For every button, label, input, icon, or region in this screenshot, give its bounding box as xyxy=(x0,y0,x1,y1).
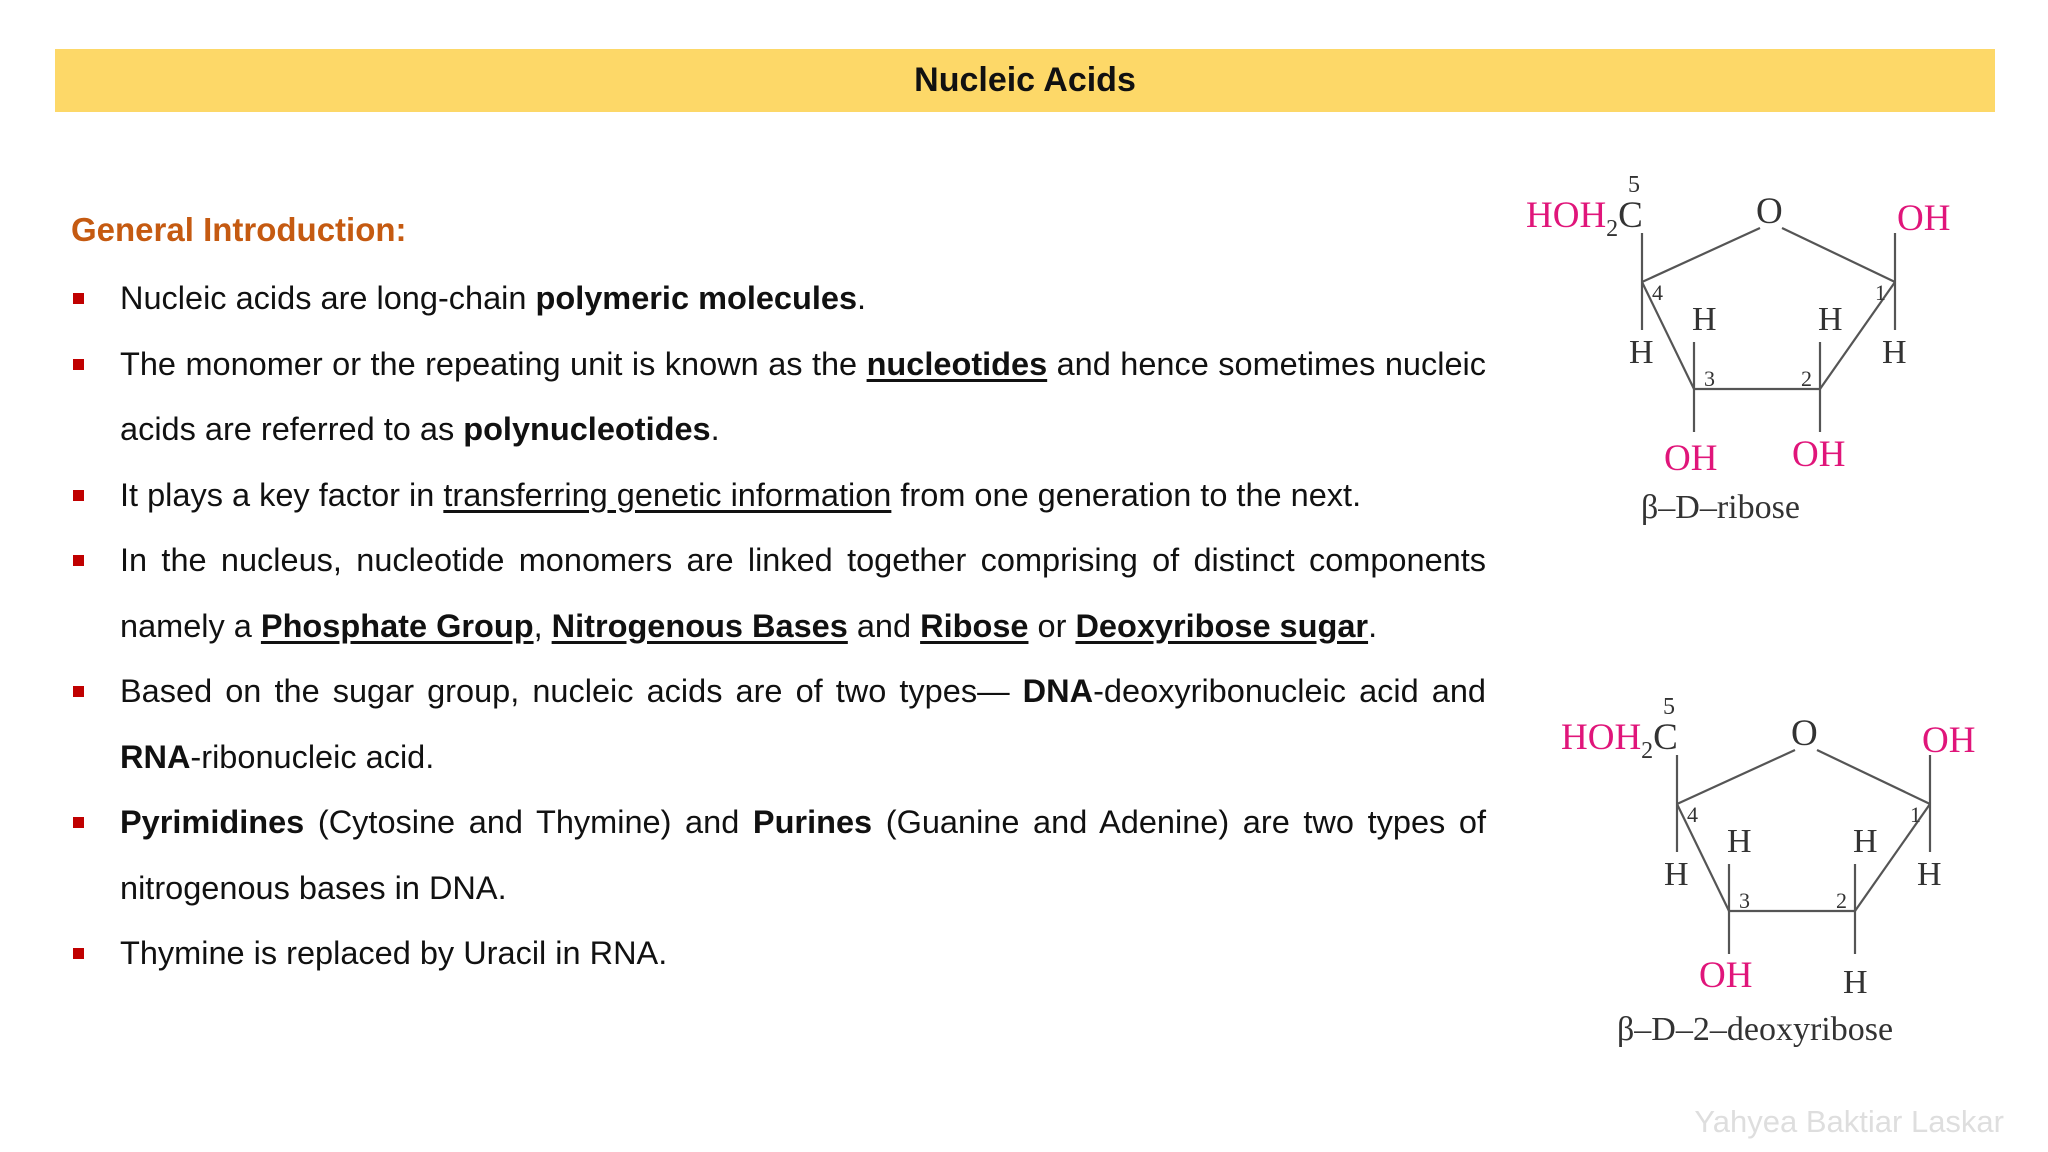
bullet-item xyxy=(71,332,1486,463)
bullet-text: (Cytosine and Thymine) and xyxy=(304,804,753,840)
c1-number: 1 xyxy=(1910,802,1921,827)
bullet-square-icon xyxy=(73,555,84,566)
bond-c4-o xyxy=(1677,750,1795,804)
bullet-text: Based on the sugar group, nucleic acids are of two types— xyxy=(120,673,1023,709)
emphasized-term: RNA xyxy=(120,738,191,775)
bullet-text: from one generation to the next. xyxy=(891,476,1362,513)
c3-number: 3 xyxy=(1739,888,1750,913)
bullet-text: and hence sometimes nucleic acids are referred to as xyxy=(120,345,1486,447)
c4-hydrogen: H xyxy=(1629,334,1654,371)
bullet-item xyxy=(71,266,1486,332)
emphasized-term: Phosphate Group xyxy=(260,607,534,644)
bullet-text: It plays a key factor in xyxy=(120,476,444,513)
slide-title-bar xyxy=(55,49,1995,112)
ribose-bonds xyxy=(1642,228,1895,432)
bullet-text: -deoxyribonucleic acid and xyxy=(1093,673,1487,709)
section-heading: General Introduction: xyxy=(71,211,407,248)
bullet-text: and xyxy=(847,607,921,644)
c5-group: $HOH_2C$ xyxy=(1561,717,1678,764)
bullet-text: The monomer or the repeating unit is known as the xyxy=(120,345,867,382)
emphasized-term: Deoxyribose sugar xyxy=(1075,607,1369,644)
emphasized-term: Nitrogenous Bases xyxy=(551,607,848,644)
c5-number: 5 xyxy=(1628,172,1640,198)
c1-hydrogen: H xyxy=(1917,856,1942,893)
ring-oxygen: O xyxy=(1756,191,1783,232)
deoxyribose-caption: β–D–2–deoxyribose xyxy=(1617,1011,1894,1048)
bond-o-c1 xyxy=(1817,750,1930,804)
c2-hydrogen: H xyxy=(1818,301,1843,338)
emphasized-term: Pyrimidines xyxy=(120,804,305,840)
bullet-list xyxy=(71,266,1486,987)
emphasized-term: polymeric molecules xyxy=(535,280,858,316)
bullet-item xyxy=(71,463,1486,529)
c2-substituent: OH xyxy=(1792,434,1846,475)
c1-hydroxyl: OH xyxy=(1922,720,1976,761)
bullet-square-icon xyxy=(73,817,84,828)
bullet-square-icon xyxy=(73,490,84,501)
c2-hydrogen: H xyxy=(1853,823,1878,860)
bullet-text: . xyxy=(710,411,720,447)
c3-substituent: OH xyxy=(1699,955,1753,996)
bullet-text: (Guanine and Adenine) are two types of nitrogenous bases in DNA. xyxy=(120,804,1486,906)
bullet-text: . xyxy=(857,280,867,316)
bullet-text: -ribonucleic acid. xyxy=(190,738,435,775)
emphasized-term: Purines xyxy=(752,804,873,840)
c3-substituent: OH xyxy=(1664,438,1718,479)
ribose-caption: β–D–ribose xyxy=(1641,489,1800,526)
c1-number: 1 xyxy=(1875,280,1886,305)
author-watermark: Yahyea Baktiar Laskar xyxy=(1694,1104,2004,1139)
slide-title: Nucleic Acids xyxy=(914,61,1136,99)
bullet-text: Thymine is replaced by Uracil in RNA. xyxy=(120,935,668,971)
c2-number: 2 xyxy=(1801,366,1812,391)
bullet-item xyxy=(71,790,1486,921)
emphasized-term: DNA xyxy=(1022,673,1094,709)
deoxyribose-bonds xyxy=(1677,750,1930,954)
bullet-text: , xyxy=(533,607,552,644)
c4-hydrogen: H xyxy=(1664,856,1689,893)
bullet-text: or xyxy=(1028,607,1076,644)
bullet-square-icon xyxy=(73,686,84,697)
c2-number: 2 xyxy=(1836,888,1847,913)
c4-number: 4 xyxy=(1687,802,1698,827)
bond-o-c1 xyxy=(1782,228,1895,282)
bullet-text: In the nucleus, nucleotide monomers are linked together comprising of distinct components namely a xyxy=(120,542,1486,644)
bullet-item xyxy=(71,528,1486,659)
bullet-item xyxy=(71,921,1486,987)
c3-hydrogen: H xyxy=(1692,301,1717,338)
bullet-square-icon xyxy=(73,293,84,304)
bullet-square-icon xyxy=(73,359,84,370)
ribose-structure xyxy=(1510,160,1951,540)
bullet-item xyxy=(71,659,1486,790)
bullet-text: Nucleic acids are long-chain xyxy=(120,280,536,316)
emphasized-term: Ribose xyxy=(920,607,1029,644)
emphasized-term: nucleotides xyxy=(866,345,1048,382)
bullet-text: . xyxy=(1368,607,1378,644)
bond-c4-o xyxy=(1642,228,1760,282)
deoxyribose-structure xyxy=(1545,682,1976,1062)
emphasized-term: polynucleotides xyxy=(463,411,711,447)
c1-hydroxyl: OH xyxy=(1897,198,1951,239)
c3-number: 3 xyxy=(1704,366,1715,391)
c4-number: 4 xyxy=(1652,280,1663,305)
c1-hydrogen: H xyxy=(1882,334,1907,371)
c5-number: 5 xyxy=(1663,694,1675,720)
c5-group: $HOH_2C$ xyxy=(1526,195,1643,242)
c2-substituent: H xyxy=(1843,964,1868,1001)
emphasized-term: transferring genetic information xyxy=(443,476,892,513)
c3-hydrogen: H xyxy=(1727,823,1752,860)
bullet-square-icon xyxy=(73,948,84,959)
ring-oxygen: O xyxy=(1791,713,1818,754)
